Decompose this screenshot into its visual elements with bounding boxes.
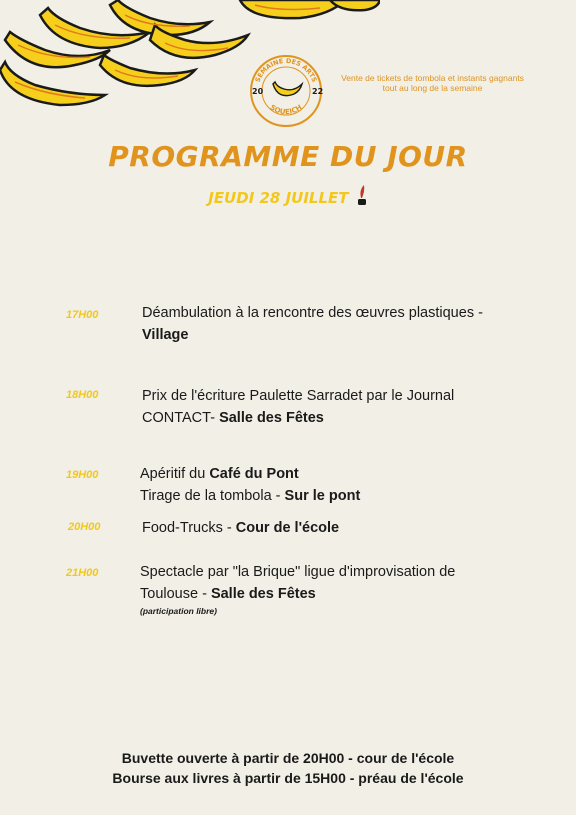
- logo-year-left: 20: [252, 87, 264, 96]
- event-description-4: [142, 517, 542, 539]
- promo-text: [340, 73, 525, 93]
- event-4-location: Cour de l'école: [235, 520, 340, 536]
- event-2-line-2: CONTACT-: [142, 410, 220, 426]
- promo-line-2: tout au long de la semaine: [382, 83, 483, 93]
- event-3-line-1: Apéritif du: [140, 466, 210, 482]
- logo-year-right: 22: [312, 87, 324, 96]
- event-time-2: 18H00: [66, 389, 99, 401]
- event-5-location: Salle des Fêtes: [210, 586, 316, 602]
- event-description-1: [142, 302, 542, 346]
- footer-line-1: Buvette ouverte à partir de 20H00 - cour de l'école: [121, 750, 455, 766]
- event-time-1: 17H00: [66, 309, 99, 321]
- event-5-line-1: Spectacle par "la Brique" ligue d'improvisation de: [140, 564, 456, 580]
- event-5-note: (participation libre): [140, 606, 217, 616]
- event-time-3: 19H00: [66, 469, 99, 481]
- logo-arc-bottom: SOUEICH: [268, 103, 304, 117]
- event-time-5: 21H00: [66, 567, 99, 579]
- promo-line-1: Vente de tickets de tombola et instants gagnants: [341, 73, 524, 83]
- event-3-line-2: Tirage de la tombola -: [140, 488, 285, 504]
- event-3-location-1: Café du Pont: [209, 466, 299, 482]
- event-time-4: 20H00: [68, 521, 101, 533]
- event-description-3: [140, 463, 540, 507]
- footer-line-2: Bourse aux livres à partir de 15H00 - préau de l'école: [112, 770, 464, 786]
- event-3-location-2: Sur le pont: [284, 488, 361, 504]
- page-title: PROGRAMME DU JOUR: [108, 140, 468, 173]
- semaine-des-arts-logo: [236, 54, 336, 128]
- event-2-location: Salle des Fêtes: [219, 410, 324, 426]
- quill-ink-icon: [356, 184, 368, 206]
- footer: [0, 748, 576, 788]
- event-2-line-1: Prix de l'écriture Paulette Sarradet par le Journal: [142, 388, 455, 404]
- event-1-line-1: Déambulation à la rencontre des œuvres plastiques -: [142, 305, 483, 321]
- event-description-5: [140, 561, 540, 617]
- date-subtitle: [0, 184, 576, 207]
- event-description-2: [142, 385, 542, 429]
- event-5-line-2: Toulouse -: [140, 586, 211, 602]
- event-1-location: Village: [142, 327, 189, 343]
- logo-arc-top: SEMAINE DES ARTS: [253, 56, 319, 84]
- event-4-line-1: Food-Trucks -: [142, 520, 236, 536]
- date-text: JEUDI 28 JUILLET: [208, 189, 349, 207]
